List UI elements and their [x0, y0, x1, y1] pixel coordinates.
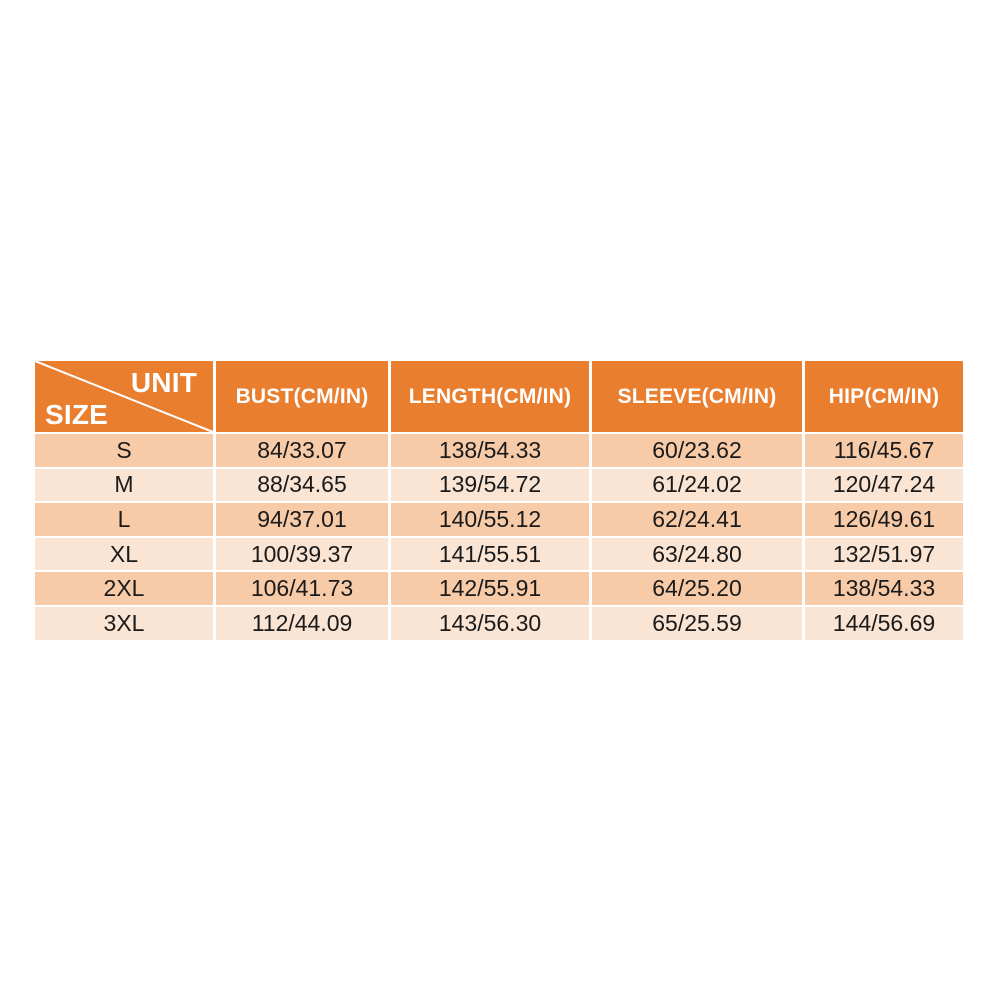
sleeve-cell: 62/24.41 [592, 503, 802, 536]
hip-cell: 132/51.97 [805, 538, 963, 571]
column-header-sleeve: SLEEVE(CM/IN) [592, 361, 802, 432]
bust-cell: 94/37.01 [216, 503, 388, 536]
column-header-length: LENGTH(CM/IN) [391, 361, 589, 432]
length-cell: 140/55.12 [391, 503, 589, 536]
bust-cell: 106/41.73 [216, 572, 388, 605]
hip-cell: 144/56.69 [805, 607, 963, 640]
hip-cell: 126/49.61 [805, 503, 963, 536]
hip-cell: 138/54.33 [805, 572, 963, 605]
sleeve-cell: 60/23.62 [592, 434, 802, 467]
sleeve-cell: 63/24.80 [592, 538, 802, 571]
length-cell: 138/54.33 [391, 434, 589, 467]
length-cell: 139/54.72 [391, 469, 589, 502]
sleeve-cell: 65/25.59 [592, 607, 802, 640]
bust-cell: 88/34.65 [216, 469, 388, 502]
size-cell: L [35, 503, 213, 536]
size-chart-table [35, 361, 963, 640]
size-cell: S [35, 434, 213, 467]
sleeve-cell: 61/24.02 [592, 469, 802, 502]
length-cell: 143/56.30 [391, 607, 589, 640]
size-cell: 2XL [35, 572, 213, 605]
corner-header-cell [35, 361, 213, 432]
corner-size-label: SIZE [45, 399, 109, 430]
corner-unit-label: UNIT [130, 367, 197, 398]
size-cell: 3XL [35, 607, 213, 640]
bust-cell: 100/39.37 [216, 538, 388, 571]
hip-cell: 116/45.67 [805, 434, 963, 467]
bust-cell: 112/44.09 [216, 607, 388, 640]
length-cell: 142/55.91 [391, 572, 589, 605]
column-header-bust: BUST(CM/IN) [216, 361, 388, 432]
sleeve-cell: 64/25.20 [592, 572, 802, 605]
hip-cell: 120/47.24 [805, 469, 963, 502]
length-cell: 141/55.51 [391, 538, 589, 571]
column-header-hip: HIP(CM/IN) [805, 361, 963, 432]
size-cell: M [35, 469, 213, 502]
bust-cell: 84/33.07 [216, 434, 388, 467]
size-cell: XL [35, 538, 213, 571]
